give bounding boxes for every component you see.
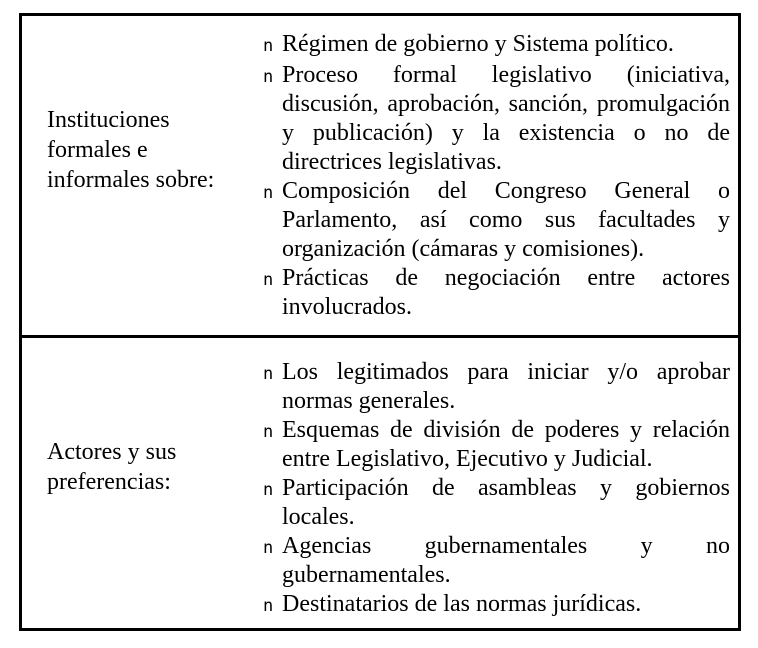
list-item-text: Los legitimados para iniciar y/o aprobar normas generales. bbox=[282, 359, 730, 414]
list-item bbox=[258, 30, 730, 61]
row-label: Instituciones formales e informales sobre: bbox=[47, 106, 215, 193]
row-items-cell bbox=[254, 338, 738, 628]
bullet-icon: n bbox=[263, 422, 274, 442]
list-item bbox=[258, 358, 730, 416]
list-item-text: Régimen de gobierno y Sistema político. bbox=[282, 31, 674, 57]
bullet-icon: n bbox=[263, 67, 274, 87]
list-item-text: Esquemas de división de poderes y relación entre Legislativo, Ejecutivo y Judicial. bbox=[282, 417, 730, 472]
list-item bbox=[258, 590, 730, 621]
list-item bbox=[258, 416, 730, 474]
row-label-cell bbox=[22, 338, 254, 628]
list-item-text: Proceso formal legislativo (iniciativa, discusión, aprobación, sanción, promulgación y publicación) y la existencia o no de directrices legislativas. bbox=[282, 62, 730, 175]
list-item bbox=[258, 264, 730, 322]
bullet-icon: n bbox=[263, 36, 274, 56]
comparison-table bbox=[19, 13, 741, 631]
bullet-icon: n bbox=[263, 596, 274, 616]
bullet-icon: n bbox=[263, 480, 274, 500]
row-items-cell bbox=[254, 16, 738, 335]
table-row-instituciones bbox=[22, 16, 738, 338]
list-item bbox=[258, 474, 730, 532]
bullet-icon: n bbox=[263, 183, 274, 203]
list-item-text: Participación de asambleas y gobiernos locales. bbox=[282, 475, 730, 530]
row-label: Actores y sus preferencias: bbox=[47, 439, 177, 495]
table-row-actores bbox=[22, 338, 738, 628]
bullet-list bbox=[258, 30, 730, 322]
row-label-cell bbox=[22, 16, 254, 335]
list-item-text: Destinatarios de las normas jurídicas. bbox=[282, 591, 642, 617]
list-item bbox=[258, 177, 730, 264]
bullet-list bbox=[258, 358, 730, 621]
bullet-icon: n bbox=[263, 364, 274, 384]
list-item-text: Agencias gubernamentales y no gubernamentales. bbox=[282, 533, 730, 588]
bullet-icon: n bbox=[263, 270, 274, 290]
list-item-text: Prácticas de negociación entre actores involucrados. bbox=[282, 265, 730, 320]
list-item-text: Composición del Congreso General o Parlamento, así como sus facultades y organización (cámaras y comisiones). bbox=[282, 178, 730, 262]
bullet-icon: n bbox=[263, 538, 274, 558]
list-item bbox=[258, 532, 730, 590]
list-item bbox=[258, 61, 730, 177]
